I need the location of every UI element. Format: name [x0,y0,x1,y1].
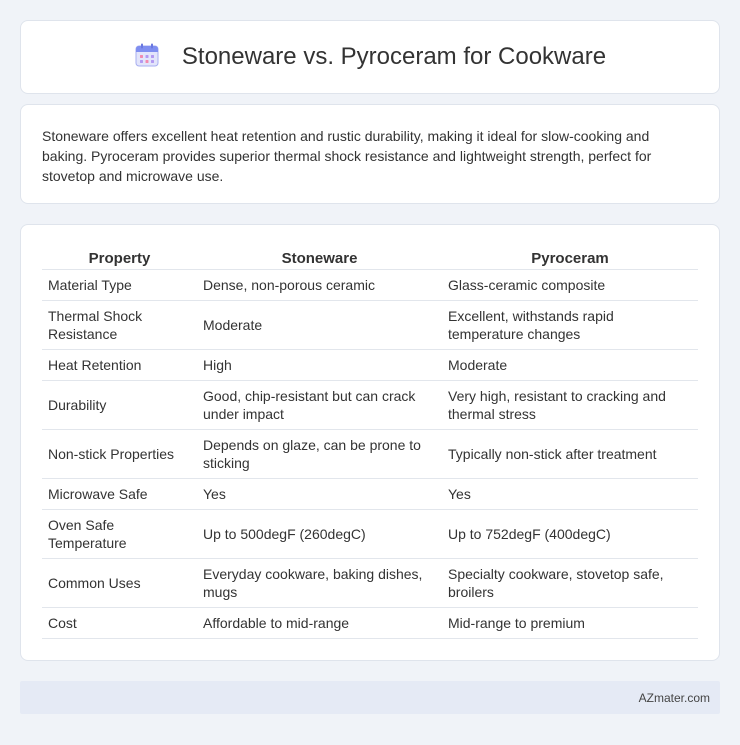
pyroceram-cell: Yes [442,478,698,509]
table-row [42,429,698,478]
pyroceram-cell: Moderate [442,349,698,380]
pyroceram-cell: Very high, resistant to cracking and thermal stress [442,380,698,429]
header-property: Property [88,250,151,268]
header-stoneware: Stoneware [281,250,358,268]
header-card [20,20,720,94]
property-cell: Oven Safe Temperature [42,509,197,558]
table-row [42,607,698,638]
table-row [42,558,698,607]
pyroceram-cell: Up to 752degF (400degC) [442,509,698,558]
property-cell: Durability [42,380,197,429]
comparison-table-card [20,224,720,661]
pyroceram-cell: Glass-ceramic composite [442,269,698,300]
property-cell: Non-stick Properties [42,429,197,478]
stoneware-cell: Dense, non-porous ceramic [197,269,442,300]
pyroceram-cell: Mid-range to premium [442,607,698,638]
property-cell: Cost [42,607,197,638]
pyroceram-cell: Typically non-stick after treatment [442,429,698,478]
table-row [42,380,698,429]
table-row [42,349,698,380]
footer [20,681,720,714]
property-cell: Heat Retention [42,349,197,380]
property-cell: Thermal Shock Resistance [42,300,197,349]
pyroceram-cell: Excellent, withstands rapid temperature changes [442,300,698,349]
summary-text: Stoneware offers excellent heat retention and rustic durability, making it ideal for slow-cooking and baking. Pyroceram provides superior thermal shock resistance and lightweight strength, perfect for stovetop and microwave use. [42,128,652,184]
table-row [42,478,698,509]
pyroceram-cell: Specialty cookware, stovetop safe, broilers [442,558,698,607]
property-cell: Microwave Safe [42,478,197,509]
property-cell: Material Type [42,269,197,300]
table-row [42,300,698,349]
stoneware-cell: Depends on glaze, can be prone to sticking [197,429,442,478]
property-cell: Common Uses [42,558,197,607]
stoneware-cell: Good, chip-resistant but can crack under impact [197,380,442,429]
stoneware-cell: Everyday cookware, baking dishes, mugs [197,558,442,607]
stoneware-cell: Yes [197,478,442,509]
page-title: Stoneware vs. Pyroceram for Cookware [181,43,607,70]
stoneware-cell: Affordable to mid-range [197,607,442,638]
calendar-icon [134,42,160,73]
table-row [42,269,698,300]
stoneware-cell: Up to 500degF (260degC) [197,509,442,558]
comparison-table [42,247,698,639]
stoneware-cell: High [197,349,442,380]
header [134,42,606,73]
table-row [42,509,698,558]
summary-card [20,104,720,204]
stoneware-cell: Moderate [197,300,442,349]
footer-brand[interactable]: AZmater.com [638,690,710,705]
header-pyroceram: Pyroceram [531,250,609,268]
table-header-row [42,247,698,269]
